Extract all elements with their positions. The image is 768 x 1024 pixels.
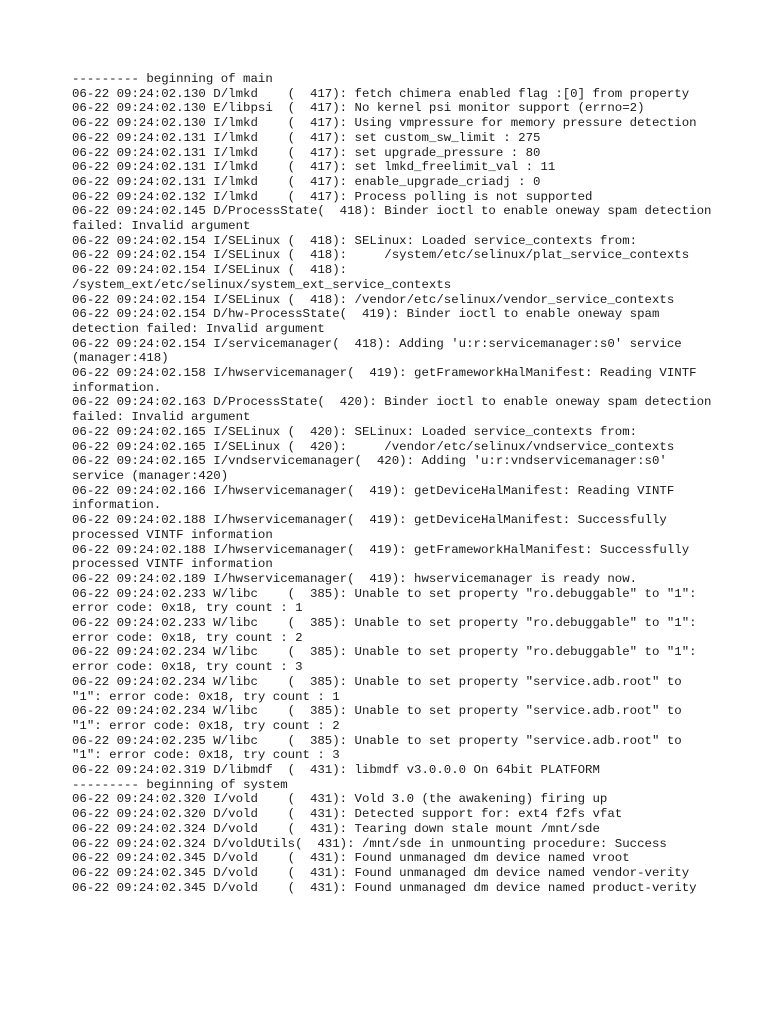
log-line: 06-22 09:24:02.234 W/libc ( 385): Unable to set property "ro.debuggable" to "1": error code: 0x18, try count : 3 (72, 645, 705, 675)
log-line: 06-22 09:24:02.163 D/ProcessState( 420): Binder ioctl to enable oneway spam detection failed: Invalid argument (72, 395, 719, 425)
log-line: 06-22 09:24:02.234 W/libc ( 385): Unable to set property "service.adb.root" to "1": error code: 0x18, try count : 1 (72, 674, 690, 704)
log-line: 06-22 09:24:02.345 D/vold ( 431): Found unmanaged dm device named vendor-verity (72, 865, 690, 880)
log-line: 06-22 09:24:02.189 I/hwservicemanager( 419): hwservicemanager is ready now. (72, 571, 638, 586)
log-line: 06-22 09:24:02.165 I/SELinux ( 420): SELinux: Loaded service_contexts from: (72, 424, 638, 439)
log-line: 06-22 09:24:02.345 D/vold ( 431): Found unmanaged dm device named product-verity (72, 880, 697, 895)
log-line: 06-22 09:24:02.131 I/lmkd ( 417): enable_upgrade_criadj : 0 (72, 174, 541, 189)
log-line: 06-22 09:24:02.131 I/lmkd ( 417): set custom_sw_limit : 275 (72, 130, 541, 145)
log-line: 06-22 09:24:02.131 I/lmkd ( 417): set upgrade_pressure : 80 (72, 145, 541, 160)
log-line: 06-22 09:24:02.154 I/SELinux ( 418): SELinux: Loaded service_contexts from: (72, 233, 638, 248)
log-line: 06-22 09:24:02.165 I/SELinux ( 420): /vendor/etc/selinux/vndservice_contexts (72, 439, 675, 454)
log-line: 06-22 09:24:02.324 D/voldUtils( 431): /mnt/sde in unmounting procedure: Success (72, 836, 667, 851)
log-line: 06-22 09:24:02.233 W/libc ( 385): Unable to set property "ro.debuggable" to "1": error code: 0x18, try count : 2 (72, 616, 705, 645)
log-line: 06-22 09:24:02.130 I/lmkd ( 417): Using vmpressure for memory pressure detection (72, 116, 697, 131)
log-line: 06-22 09:24:02.154 I/SELinux ( 418): /vendor/etc/selinux/vendor_service_contexts (72, 292, 675, 307)
log-line: 06-22 09:24:02.154 I/servicemanager( 418): Adding 'u:r:servicemanager:s0' service (manager:418) (72, 336, 690, 366)
log-line: 06-22 09:24:02.188 I/hwservicemanager( 419): getDeviceHalManifest: Successfully processed VINTF information (72, 513, 675, 542)
log-line: 06-22 09:24:02.158 I/hwservicemanager( 419): getFrameworkHalManifest: Reading VINTF information. (72, 366, 705, 395)
log-line: 06-22 09:24:02.154 I/SELinux ( 418): /system_ext/etc/selinux/system_ext_service_contexts (72, 263, 452, 292)
log-line: 06-22 09:24:02.235 W/libc ( 385): Unable to set property "service.adb.root" to "1": error code: 0x18, try count : 3 (72, 733, 690, 763)
log-text-block (72, 72, 719, 895)
log-line: 06-22 09:24:02.131 I/lmkd ( 417): set lmkd_freelimit_val : 11 (72, 160, 556, 175)
log-line: 06-22 09:24:02.320 D/vold ( 431): Detected support for: ext4 f2fs vfat (72, 807, 623, 822)
log-line: 06-22 09:24:02.154 I/SELinux ( 418): /system/etc/selinux/plat_service_contexts (72, 248, 690, 263)
log-line: 06-22 09:24:02.234 W/libc ( 385): Unable to set property "service.adb.root" to "1": error code: 0x18, try count : 2 (72, 704, 690, 733)
log-line: 06-22 09:24:02.188 I/hwservicemanager( 419): getFrameworkHalManifest: Successfully processed VINTF information (72, 542, 697, 572)
log-line: --------- beginning of system (72, 777, 288, 792)
log-line: 06-22 09:24:02.324 D/vold ( 431): Tearing down stale mount /mnt/sde (72, 821, 600, 836)
log-line: 06-22 09:24:02.319 D/libmdf ( 431): libmdf v3.0.0.0 On 64bit PLATFORM (72, 763, 600, 778)
log-line: --------- beginning of main (72, 72, 273, 86)
log-line: 06-22 09:24:02.345 D/vold ( 431): Found unmanaged dm device named vroot (72, 851, 630, 866)
log-line: 06-22 09:24:02.130 D/lmkd ( 417): fetch chimera enabled flag :[0] from property (72, 86, 690, 101)
log-line: 06-22 09:24:02.154 D/hw-ProcessState( 419): Binder ioctl to enable oneway spam detection failed: Invalid argument (72, 307, 667, 336)
log-line: 06-22 09:24:02.130 E/libpsi ( 417): No kernel psi monitor support (errno=2) (72, 101, 645, 116)
log-line: 06-22 09:24:02.166 I/hwservicemanager( 419): getDeviceHalManifest: Reading VINTF information. (72, 483, 682, 513)
log-line: 06-22 09:24:02.132 I/lmkd ( 417): Process polling is not supported (72, 189, 593, 204)
log-line: 06-22 09:24:02.233 W/libc ( 385): Unable to set property "ro.debuggable" to "1": error code: 0x18, try count : 1 (72, 586, 705, 616)
log-line: 06-22 09:24:02.165 I/vndservicemanager( 420): Adding 'u:r:vndservicemanager:s0' service (manager:420) (72, 454, 675, 483)
log-line: 06-22 09:24:02.320 I/vold ( 431): Vold 3.0 (the awakening) firing up (72, 792, 608, 807)
log-line: 06-22 09:24:02.145 D/ProcessState( 418): Binder ioctl to enable oneway spam detection failed: Invalid argument (72, 204, 719, 234)
